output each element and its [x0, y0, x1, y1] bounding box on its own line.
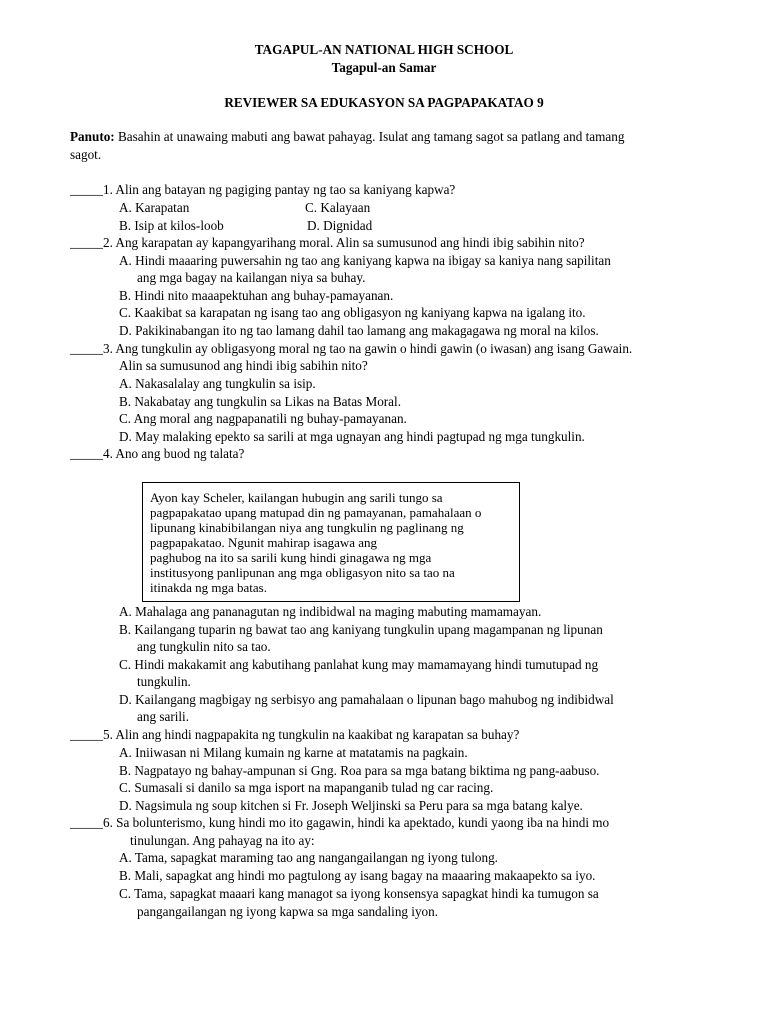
question-2-option-a-cont: ang mga bagay na kailangan niya sa buhay.	[137, 270, 366, 285]
question-3-option-d: D. May malaking epekto sa sarili at mga ugnayan ang hindi pagtupad ng mga tungkulin.	[119, 429, 585, 444]
question-6-stem-cont: tinulungan. Ang pahayag na ito ay:	[130, 833, 315, 848]
passage-box	[142, 482, 520, 602]
question-4-option-b: B. Kailangang tuparin ng bawat tao ang kaniyang tungkulin upang magampanan ng lipunan	[119, 622, 603, 637]
passage-line: itinakda ng mga batas.	[150, 580, 267, 595]
question-2-option-b: B. Hindi nito maaapektuhan ang buhay-pamayanan.	[119, 288, 394, 303]
passage-line: paghubog na ito sa sarili kung hindi ginagawa ng mga	[150, 550, 432, 565]
question-6-option-a: A. Tama, sapagkat maraming tao ang nangangailangan ng iyong tulong.	[119, 850, 498, 865]
question-1-option-b: B. Isip at kilos-loob	[119, 218, 224, 233]
question-3-option-c: C. Ang moral ang nagpapanatili ng buhay-pamayanan.	[119, 411, 407, 426]
question-4-stem: _____4. Ano ang buod ng talata?	[70, 446, 245, 461]
question-5-stem: _____5. Alin ang hindi nagpapakita ng tungkulin na kaakibat ng karapatan sa buhay?	[70, 727, 520, 742]
instructions-line-1	[70, 129, 624, 145]
question-2-option-a: A. Hindi maaaring puwersahin ng tao ang kaniyang kapwa na ibigay sa kaniya nang sapilitan	[119, 253, 611, 268]
document-title: REVIEWER SA EDUKASYON SA PAGPAPAKATAO 9	[224, 95, 544, 110]
question-3-option-b: B. Nakabatay ang tungkulin sa Likas na Batas Moral.	[119, 394, 401, 409]
question-5-option-b: B. Nagpatayo ng bahay-ampunan si Gng. Roa para sa mga batang biktima ng pang-aabuso.	[119, 763, 600, 778]
passage-line: pagpapakatao upang matupad din ng pamayanan, pamahalaan o	[150, 505, 482, 520]
question-6-option-b: B. Mali, sapagkat ang hindi mo pagtulong ay isang bagay na maaaring makaapekto sa iyo.	[119, 868, 596, 883]
question-5-option-a: A. Iniiwasan ni Milang kumain ng karne at matatamis na pagkain.	[119, 745, 468, 760]
instructions-line-2: sagot.	[70, 147, 102, 162]
question-4-option-d: D. Kailangang magbigay ng serbisyo ang pamahalaan o lipunan bago mahubog ng indibidwal	[119, 692, 614, 707]
passage-line: institusyong panlipunan ang mga obligasyon nito sa tao na	[150, 565, 455, 580]
question-2-option-d: D. Pakikinabangan ito ng tao lamang dahil tao lamang ang makagagawa ng moral na kilos.	[119, 323, 599, 338]
passage-line: pagpapakatao. Ngunit mahirap isagawa ang	[150, 535, 378, 550]
school-location: Tagapul-an Samar	[331, 60, 437, 75]
question-3-stem: _____3. Ang tungkulin ay obligasyong moral ng tao na gawin o hindi gawin (o iwasan) ang isang Gawain.	[70, 341, 633, 356]
question-5-option-c: C. Sumasali si danilo sa mga isport na mapanganib tulad ng car racing.	[119, 780, 494, 795]
question-4-option-a: A. Mahalaga ang pananagutan ng indibidwal na maging mabuting mamamayan.	[119, 604, 542, 619]
question-3-stem-cont: Alin sa sumusunod ang hindi ibig sabihin nito?	[119, 358, 368, 373]
question-2-stem: _____2. Ang karapatan ay kapangyarihang moral. Alin sa sumusunod ang hindi ibig sabihin nito?	[70, 235, 585, 250]
question-6-stem: _____6. Sa bolunterismo, kung hindi mo ito gagawin, hindi ka apektado, kundi yaong iba na hindi mo	[70, 815, 610, 830]
question-3-option-a: A. Nakasalalay ang tungkulin sa isip.	[119, 376, 316, 391]
question-1-stem: _____1. Alin ang batayan ng pagiging pantay ng tao sa kaniyang kapwa?	[70, 182, 456, 197]
question-4-option-b-cont: ang tungkulin nito sa tao.	[137, 639, 271, 654]
instructions-label: Panuto:	[70, 129, 115, 144]
passage-line: Ayon kay Scheler, kailangan hubugin ang sarili tungo sa	[150, 490, 443, 505]
question-6-option-c-cont: pangangailangan ng iyong kapwa sa mga sandaling iyon.	[137, 904, 439, 919]
question-2-option-c: C. Kaakibat sa karapatan ng isang tao ang obligasyon ng kaniyang kapwa na igalang ito.	[119, 305, 586, 320]
question-1-option-a: A. Karapatan	[119, 200, 190, 215]
question-1-option-c: C. Kalayaan	[305, 200, 371, 215]
passage-line: lipunang kinabibilangan niya ang tungkulin ng paglinang ng	[150, 520, 464, 535]
question-1-option-d: D. Dignidad	[307, 218, 373, 233]
instructions-text: Basahin at unawaing mabuti ang bawat pahayag. Isulat ang tamang sagot sa patlang and tamang	[118, 129, 625, 144]
question-4-option-c: C. Hindi makakamit ang kabutihang panlahat kung may mamamayang hindi tumutupad ng	[119, 657, 599, 672]
question-4-option-c-cont: tungkulin.	[137, 674, 191, 689]
school-name: TAGAPUL-AN NATIONAL HIGH SCHOOL	[254, 42, 514, 57]
question-4-option-d-cont: ang sarili.	[137, 709, 190, 724]
question-5-option-d: D. Nagsimula ng soup kitchen si Fr. Joseph Weljinski sa Peru para sa mga batang kalye.	[119, 798, 583, 813]
question-6-option-c: C. Tama, sapagkat maaari kang managot sa iyong konsensya sapagkat hindi ka tumugon sa	[119, 886, 599, 901]
